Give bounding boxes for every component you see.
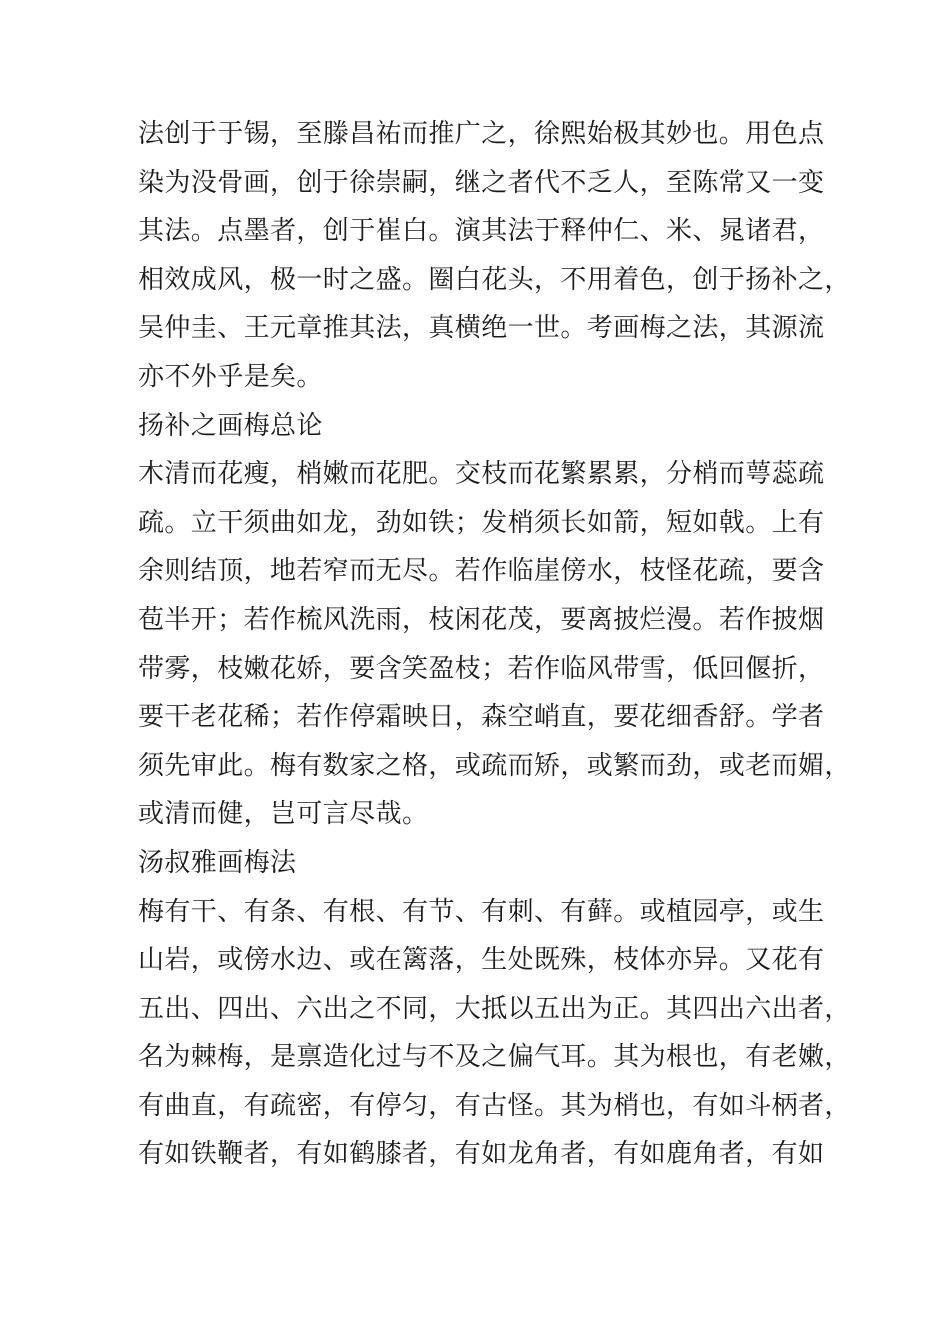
text-line: 有曲直，有疏密，有停匀，有古怪。其为梢也，有如斗柄者， [138,1090,851,1121]
text-line: 染为没骨画，创于徐崇嗣，继之者代不乏人，至陈常又一变 [138,167,825,198]
text-line: 要干老花稀；若作停霜映日，森空峭直，要花细香舒。学者 [138,702,825,733]
text-line: 疏。立干须曲如龙，劲如铁；发梢须长如箭，短如戟。上有 [138,507,825,538]
text-line: 或清而健，岂可言尽哉。 [138,799,429,830]
text-line: 相效成风，极一时之盛。圈白花头，不用着色，创于扬补之， [138,264,851,295]
text-line: 余则结顶，地若窄而无尽。若作临崖傍水，枝怪花疏，要含 [138,556,825,587]
text-line: 其法。点墨者，创于崔白。演其法于释仲仁、米、晁诸君， [138,216,825,247]
text-line: 苞半开；若作梳风洗雨，枝闲花茂，要离披烂漫。若作披烟 [138,604,825,635]
document-body [138,110,851,1179]
text-line: 五出、四出、六出之不同，大抵以五出为正。其四出六出者， [138,993,851,1024]
text-line: 有如铁鞭者，有如鹤膝者，有如龙角者，有如鹿角者，有如 [138,1139,825,1170]
text-line: 亦不外乎是矣。 [138,361,323,392]
text-line: 法创于于锡，至滕昌祐而推广之，徐熙始极其妙也。用色点 [138,119,825,149]
text-line: 须先审此。梅有数家之格，或疏而矫，或繁而劲，或老而媚， [138,750,851,781]
text-line: 名为棘梅，是禀造化过与不及之偏气耳。其为根也，有老嫩， [138,1042,851,1073]
section-heading: 扬补之画梅总论 [138,410,323,441]
text-line: 山岩，或傍水边、或在篱落，生处既殊，枝体亦异。又花有 [138,945,825,976]
text-line: 带雾，枝嫩花娇，要含笑盈枝；若作临风带雪，低回偃折， [138,653,825,684]
text-line: 梅有干、有条、有根、有节、有刺、有藓。或植园亭，或生 [138,896,825,927]
text-line: 吴仲圭、王元章推其法，真横绝一世。考画梅之法，其源流 [138,313,825,344]
section-heading: 汤叔雅画梅法 [138,847,297,878]
text-line: 木清而花瘦，梢嫩而花肥。交枝而花繁累累，分梢而萼蕊疏 [138,459,825,490]
